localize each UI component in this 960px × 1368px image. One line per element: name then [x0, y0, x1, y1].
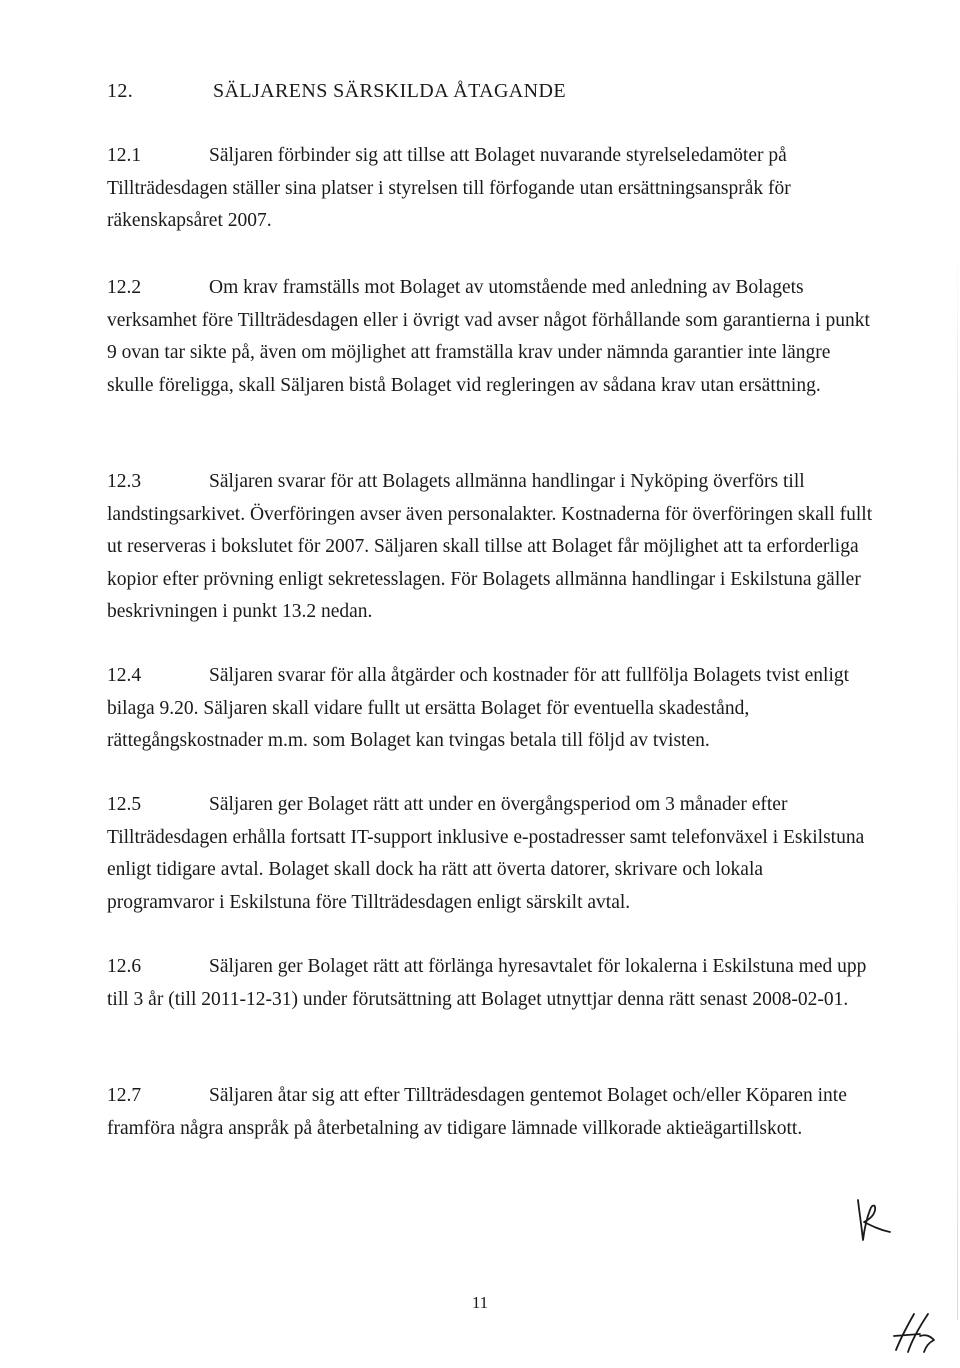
clause-number: 12.6: [107, 956, 142, 977]
clause-text: Säljaren förbinder sig att tillse att Bolaget nuvarande styrelseledamöter på Tillträdesdagen ställer sina platser i styrelsen till förfogande utan ersättningsanspråk för räkenskapsåret 2007.: [107, 145, 791, 231]
clause-number: 12.7: [107, 1085, 142, 1106]
heading-number: 12.: [107, 80, 134, 102]
page-number: 11: [471, 1293, 489, 1312]
clause-text: Säljaren ger Bolaget rätt att förlänga hyresavtalet för lokalerna i Eskilstuna med upp till 3 år (till 2011-12-31) under förutsättning att Bolaget utnyttjar denna rätt senast 2008-02-01.: [107, 956, 867, 1010]
clause-number: 12.3: [107, 471, 142, 492]
clause-text: Om krav framställs mot Bolaget av utomstående med anledning av Bolagets verksamhet före Tillträdesdagen eller i övrigt vad avser något förhållande som garantierna i punkt 9 ovan tar sikte på, även om möjlighet att framställa krav under nämnda garantier inte längre skulle föreligga, skall Säljaren bistå Bolaget vid regleringen av sådana krav utan ersättning.: [107, 277, 870, 396]
clause-12-1: [107, 140, 875, 238]
clause-number: 12.4: [107, 665, 142, 686]
clause-text: Säljaren svarar för alla åtgärder och kostnader för att fullfölja Bolagets tvist enligt bilaga 9.20. Säljaren skall vidare fullt ut ersätta Bolaget för eventuella skadestånd, rättegångskostnader m.m. som Bolaget kan tvingas betala till följd av tvisten.: [107, 665, 850, 751]
clause-text: Säljaren åtar sig att efter Tillträdesdagen gentemot Bolaget och/eller Köparen inte framföra några anspråk på återbetalning av tidigare lämnade villkorade aktieägartillskott.: [107, 1085, 847, 1139]
clause-number: 12.2: [107, 277, 142, 298]
heading-title: SÄLJARENS SÄRSKILDA ÅTAGANDE: [213, 80, 566, 102]
clause-text: Säljaren svarar för att Bolagets allmänna handlingar i Nyköping överförs till landstingsarkivet. Överföringen avser även personalakter. Kostnaderna för överföringen skall fullt ut reserveras i bokslutet för 2007. Säljaren skall tillse att Bolaget får möjlighet att ta erforderliga kopior efter prövning enligt sekretesslagen. För Bolagets allmänna handlingar i Eskilstuna gäller beskrivningen i punkt 13.2 nedan.: [107, 471, 873, 622]
clause-12-6: [107, 951, 875, 1016]
section-heading: [107, 80, 566, 103]
clause-number: 12.5: [107, 794, 142, 815]
handwritten-initials-icon: [890, 1306, 942, 1358]
clause-12-7: [107, 1080, 875, 1145]
clause-12-3: [107, 466, 875, 629]
clause-12-2: [107, 272, 875, 402]
scan-edge-line: [957, 240, 958, 1320]
clause-number: 12.1: [107, 145, 142, 166]
handwritten-initials-icon: [850, 1196, 896, 1248]
clause-12-4: [107, 660, 875, 758]
clause-12-5: [107, 789, 875, 919]
clause-text: Säljaren ger Bolaget rätt att under en övergångsperiod om 3 månader efter Tillträdesdagen erhålla fortsatt IT-support inklusive e-postadresser samt telefonväxel i Eskilstuna enligt tidigare avtal. Bolaget skall dock ha rätt att överta datorer, skrivare och lokala programvaror i Eskilstuna före Tillträdesdagen enligt särskilt avtal.: [107, 794, 865, 913]
